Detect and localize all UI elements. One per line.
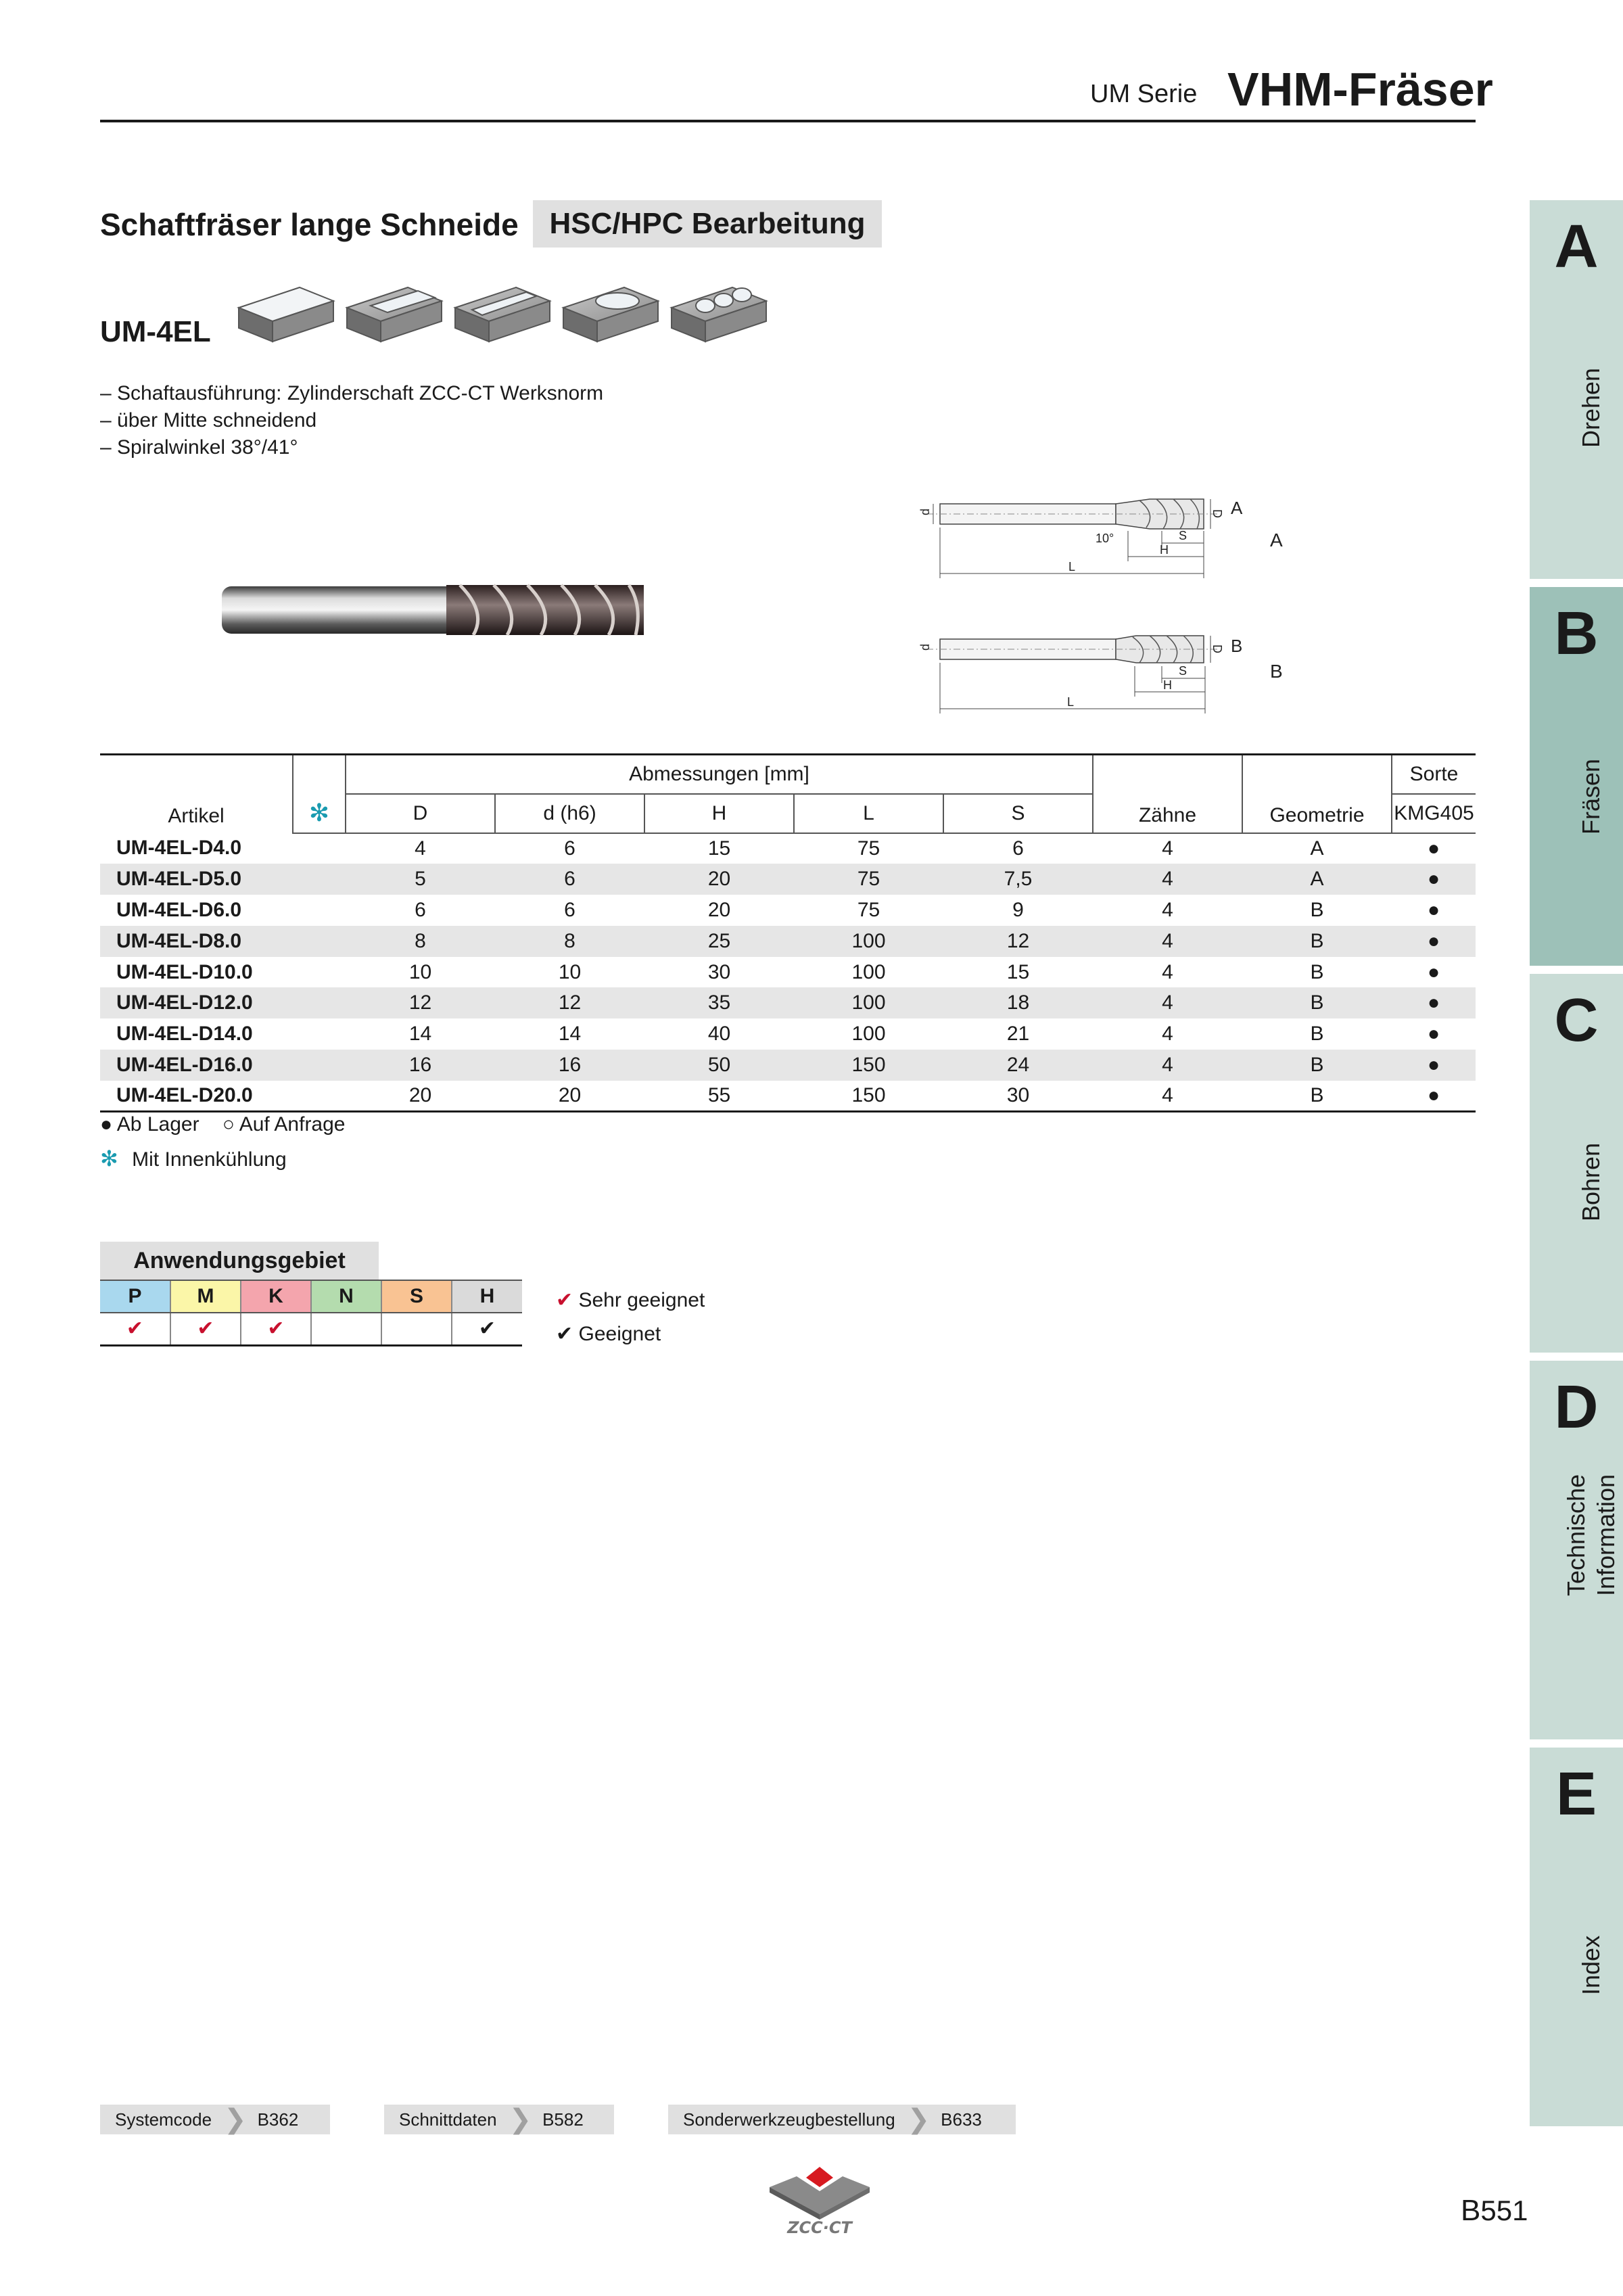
tab-index[interactable] — [1530, 1748, 1623, 2126]
cell-geo: B — [1242, 1050, 1392, 1081]
cell-geo: B — [1242, 926, 1392, 957]
coolant-cell — [293, 1018, 346, 1050]
cell-stock: ● — [1392, 926, 1476, 957]
table-row — [100, 1018, 1476, 1050]
cell-z: 4 — [1093, 1050, 1242, 1081]
dim-d: d — [918, 643, 932, 651]
header-sorte: Sorte — [1392, 755, 1476, 794]
cell-D: 16 — [346, 1050, 495, 1081]
header-L: L — [794, 794, 943, 833]
stock-legend — [100, 1113, 363, 1136]
cell-z: 4 — [1162, 898, 1173, 921]
article-code: UM-4EL-D10.0 — [116, 960, 253, 983]
table-row — [100, 895, 1476, 926]
suitability-legend — [556, 1284, 705, 1351]
table-row — [100, 864, 1476, 895]
article-code: UM-4EL-D20.0 — [100, 1081, 293, 1112]
material-s: S — [381, 1280, 452, 1313]
cell-L: 75 — [794, 864, 943, 895]
anwendungsgebiet-title: Anwendungsgebiet — [100, 1242, 379, 1280]
cell-H: 35 — [644, 987, 794, 1018]
header-grade: KMG405 — [1392, 794, 1476, 833]
coolant-icon: ✻ — [100, 1146, 118, 1171]
cell-stock: ● — [1392, 1050, 1476, 1081]
coolant-cell — [293, 926, 346, 957]
coolant-cell — [293, 1081, 346, 1112]
header-abmessungen: Abmessungen [mm] — [346, 755, 1093, 794]
coolant-cell — [293, 1050, 346, 1081]
cell-d: 6 — [564, 898, 575, 921]
footer-link-page: B633 — [941, 2109, 982, 2130]
cell-d: 20 — [495, 1081, 644, 1112]
cell-d: 16 — [495, 1050, 644, 1081]
cell-H: 20 — [707, 898, 731, 921]
material-check-k: ✔ — [241, 1313, 311, 1345]
dim-S: S — [1179, 529, 1187, 542]
cell-d: 6 — [495, 864, 644, 895]
feature-list — [100, 380, 603, 461]
table-row — [100, 987, 1476, 1018]
material-check-s — [381, 1313, 452, 1345]
cell-S: 24 — [943, 1050, 1093, 1081]
article-code: UM-4EL-D4.0 — [116, 837, 242, 860]
coolant-cell — [293, 895, 346, 926]
geometry-a-label: A — [1231, 498, 1243, 518]
cell-d: 12 — [495, 987, 644, 1018]
tab-label: Bohren — [1577, 1142, 1605, 1221]
feature-item: – über Mitte schneidend — [100, 409, 317, 431]
tab-label: Fräsen — [1577, 758, 1605, 835]
cell-d: 10 — [558, 960, 582, 983]
dim-L: L — [1068, 560, 1076, 573]
legend-ab-lager: ● Ab Lager — [100, 1113, 199, 1135]
cell-H: 20 — [644, 864, 794, 895]
coolant-cell — [293, 957, 346, 988]
geometry-a-drawing — [913, 494, 1292, 582]
header-H: H — [644, 794, 794, 833]
cell-stock: ● — [1427, 898, 1440, 921]
series-label: UM Serie — [1090, 80, 1198, 108]
footer-link-label: Systemcode — [115, 2109, 212, 2130]
chevron-right-icon: ❯ — [224, 2105, 247, 2134]
geometry-a-side-label: A — [1270, 530, 1283, 550]
footer-link-schnittdaten[interactable] — [384, 2105, 614, 2134]
zcc-ct-logo — [763, 2163, 876, 2237]
table-row — [100, 926, 1476, 957]
plunge-milling-icon — [672, 287, 766, 342]
material-m: M — [170, 1280, 241, 1313]
cell-z: 4 — [1162, 837, 1173, 860]
cell-L: 100 — [794, 926, 943, 957]
cell-S: 15 — [1006, 960, 1030, 983]
cell-z: 4 — [1093, 987, 1242, 1018]
cell-H: 40 — [707, 1023, 731, 1046]
cell-stock: ● — [1427, 1023, 1440, 1046]
dim-L: L — [1067, 695, 1075, 709]
slot-milling-icon — [455, 287, 550, 342]
header-geometrie: Geometrie — [1242, 755, 1392, 833]
product-title: Schaftfräser lange Schneide — [100, 207, 519, 242]
cell-D: 20 — [346, 1081, 495, 1112]
chevron-right-icon: ❯ — [907, 2105, 931, 2134]
header-S: S — [943, 794, 1093, 833]
header-coolant — [293, 755, 346, 833]
legend-innenkuehlung: Mit Innenkühlung — [132, 1148, 287, 1171]
cell-d: 6 — [564, 837, 575, 860]
cell-S: 21 — [1006, 1023, 1030, 1046]
material-check-h: ✔ — [452, 1313, 522, 1345]
model-name: UM-4EL — [100, 315, 211, 348]
cell-geo: A — [1310, 837, 1324, 860]
coolant-icon: ✻ — [308, 798, 330, 826]
material-n: N — [311, 1280, 381, 1313]
legend-auf-anfrage: ○ Auf Anfrage — [222, 1113, 346, 1135]
dim-S: S — [1179, 664, 1187, 678]
tab-letter: D — [1554, 1374, 1599, 1441]
cell-stock: ● — [1427, 837, 1440, 860]
cell-S: 12 — [943, 926, 1093, 957]
cell-S: 6 — [1012, 837, 1024, 860]
table-row — [100, 833, 1476, 864]
geometry-b-drawing — [913, 629, 1292, 717]
header-D: D — [346, 794, 495, 833]
cell-stock: ● — [1392, 987, 1476, 1018]
tab-letter: A — [1554, 213, 1599, 281]
cell-L: 150 — [794, 1081, 943, 1112]
cell-geo: A — [1242, 864, 1392, 895]
page-number: B551 — [1461, 2194, 1528, 2227]
suitable-check-icon: ✔ — [556, 1323, 573, 1345]
material-k: K — [241, 1280, 311, 1313]
cell-S: 9 — [1012, 898, 1024, 921]
hsc-badge: HSC/HPC Bearbeitung — [533, 200, 882, 248]
article-code: UM-4EL-D16.0 — [100, 1050, 293, 1081]
cell-L: 100 — [851, 1023, 886, 1046]
cell-geo: B — [1310, 960, 1324, 983]
face-milling-icon — [239, 287, 333, 342]
cell-stock: ● — [1392, 1081, 1476, 1112]
cell-L: 150 — [794, 1050, 943, 1081]
legend-sehr-geeignet: Sehr geeignet — [578, 1289, 705, 1311]
tab-letter: B — [1554, 600, 1599, 667]
footer-link-label: Sonderwerkzeugbestellung — [683, 2109, 895, 2130]
footer-link-page: B362 — [257, 2109, 299, 2130]
article-code: UM-4EL-D5.0 — [100, 864, 293, 895]
feature-item: – Spiralwinkel 38°/41° — [100, 436, 298, 459]
cell-D: 5 — [346, 864, 495, 895]
tab-fraesen[interactable] — [1530, 587, 1623, 966]
cell-geo: B — [1242, 987, 1392, 1018]
dim-H: H — [1163, 678, 1172, 692]
footer-link-systemcode[interactable] — [100, 2105, 330, 2134]
cell-geo: B — [1310, 1023, 1324, 1046]
article-code: UM-4EL-D6.0 — [116, 898, 242, 921]
cell-d: 8 — [495, 926, 644, 957]
legend-geeignet: Geeignet — [578, 1323, 661, 1345]
cell-z: 4 — [1093, 864, 1242, 895]
cell-H: 55 — [644, 1081, 794, 1112]
cell-H: 50 — [644, 1050, 794, 1081]
footer-link-page: B582 — [542, 2109, 584, 2130]
feature-item: – Schaftausführung: Zylinderschaft ZCC-CT Werksnorm — [100, 382, 604, 404]
tab-label: Index — [1577, 1935, 1605, 1995]
table-row — [100, 957, 1476, 988]
cell-D: 6 — [415, 898, 426, 921]
header-artikel: Artikel — [100, 755, 293, 833]
cell-S: 18 — [943, 987, 1093, 1018]
cell-z: 4 — [1162, 1023, 1173, 1046]
material-check-m: ✔ — [170, 1313, 241, 1345]
cell-stock: ● — [1427, 960, 1440, 983]
cell-H: 30 — [707, 960, 731, 983]
article-code: UM-4EL-D12.0 — [100, 987, 293, 1018]
cell-H: 15 — [707, 837, 731, 860]
material-h: H — [452, 1280, 522, 1313]
cell-d: 14 — [558, 1023, 582, 1046]
header-d: d (h6) — [495, 794, 644, 833]
anwendungsgebiet-table — [100, 1280, 522, 1346]
geometry-b-side-label: B — [1270, 661, 1283, 682]
article-code: UM-4EL-D8.0 — [100, 926, 293, 957]
tab-bohren[interactable] — [1530, 974, 1623, 1353]
cell-L: 100 — [851, 960, 886, 983]
end-mill-photo — [216, 578, 649, 642]
cell-D: 12 — [346, 987, 495, 1018]
cell-S: 30 — [943, 1081, 1093, 1112]
cell-H: 25 — [644, 926, 794, 957]
dim-D: D — [1210, 509, 1224, 518]
pocket-milling-icon — [563, 287, 658, 342]
cell-D: 14 — [408, 1023, 432, 1046]
footer-link-label: Schnittdaten — [399, 2109, 497, 2130]
material-check-n — [311, 1313, 381, 1345]
very-suitable-check-icon: ✔ — [556, 1289, 573, 1311]
dim-D: D — [1210, 645, 1224, 653]
logo-text: ZCC·CT — [787, 2218, 852, 2237]
cell-D: 4 — [415, 837, 426, 860]
coolant-legend — [100, 1146, 287, 1171]
cell-z: 4 — [1093, 1081, 1242, 1112]
cell-D: 8 — [346, 926, 495, 957]
article-code: UM-4EL-D14.0 — [116, 1023, 253, 1046]
cell-D: 10 — [408, 960, 432, 983]
dim-angle: 10° — [1096, 532, 1114, 545]
shoulder-milling-icon — [347, 287, 442, 342]
cell-stock: ● — [1392, 864, 1476, 895]
page-title: VHM-Fräser — [1227, 63, 1493, 116]
geometry-b-label: B — [1231, 636, 1243, 656]
header-divider — [100, 120, 1476, 122]
cell-S: 7,5 — [943, 864, 1093, 895]
footer-link-sonderwerkzeugbestellung[interactable] — [668, 2105, 1016, 2134]
table-row — [100, 1081, 1476, 1112]
cell-z: 4 — [1093, 926, 1242, 957]
coolant-cell — [293, 987, 346, 1018]
cell-L: 75 — [857, 837, 880, 860]
material-p: P — [100, 1280, 170, 1313]
dim-H: H — [1160, 543, 1169, 557]
tab-technische-information[interactable] — [1530, 1361, 1623, 1739]
tab-letter: C — [1554, 987, 1599, 1054]
header-zaehne: Zähne — [1093, 755, 1242, 833]
cell-geo: B — [1310, 898, 1324, 921]
cell-geo: B — [1242, 1081, 1392, 1112]
cell-z: 4 — [1162, 960, 1173, 983]
cell-L: 75 — [857, 898, 880, 921]
material-check-p: ✔ — [100, 1313, 170, 1345]
machining-operations-icons — [235, 271, 770, 348]
coolant-cell — [293, 864, 346, 895]
coolant-cell — [293, 833, 346, 864]
tab-drehen[interactable] — [1530, 200, 1623, 579]
tab-label: Technische Information — [1562, 1474, 1620, 1596]
tab-letter: E — [1555, 1760, 1597, 1828]
chevron-right-icon: ❯ — [509, 2105, 532, 2134]
specification-table — [100, 753, 1476, 1112]
dim-d: d — [918, 508, 932, 515]
tab-label: Drehen — [1577, 367, 1605, 448]
table-row — [100, 1050, 1476, 1081]
cell-L: 100 — [794, 987, 943, 1018]
